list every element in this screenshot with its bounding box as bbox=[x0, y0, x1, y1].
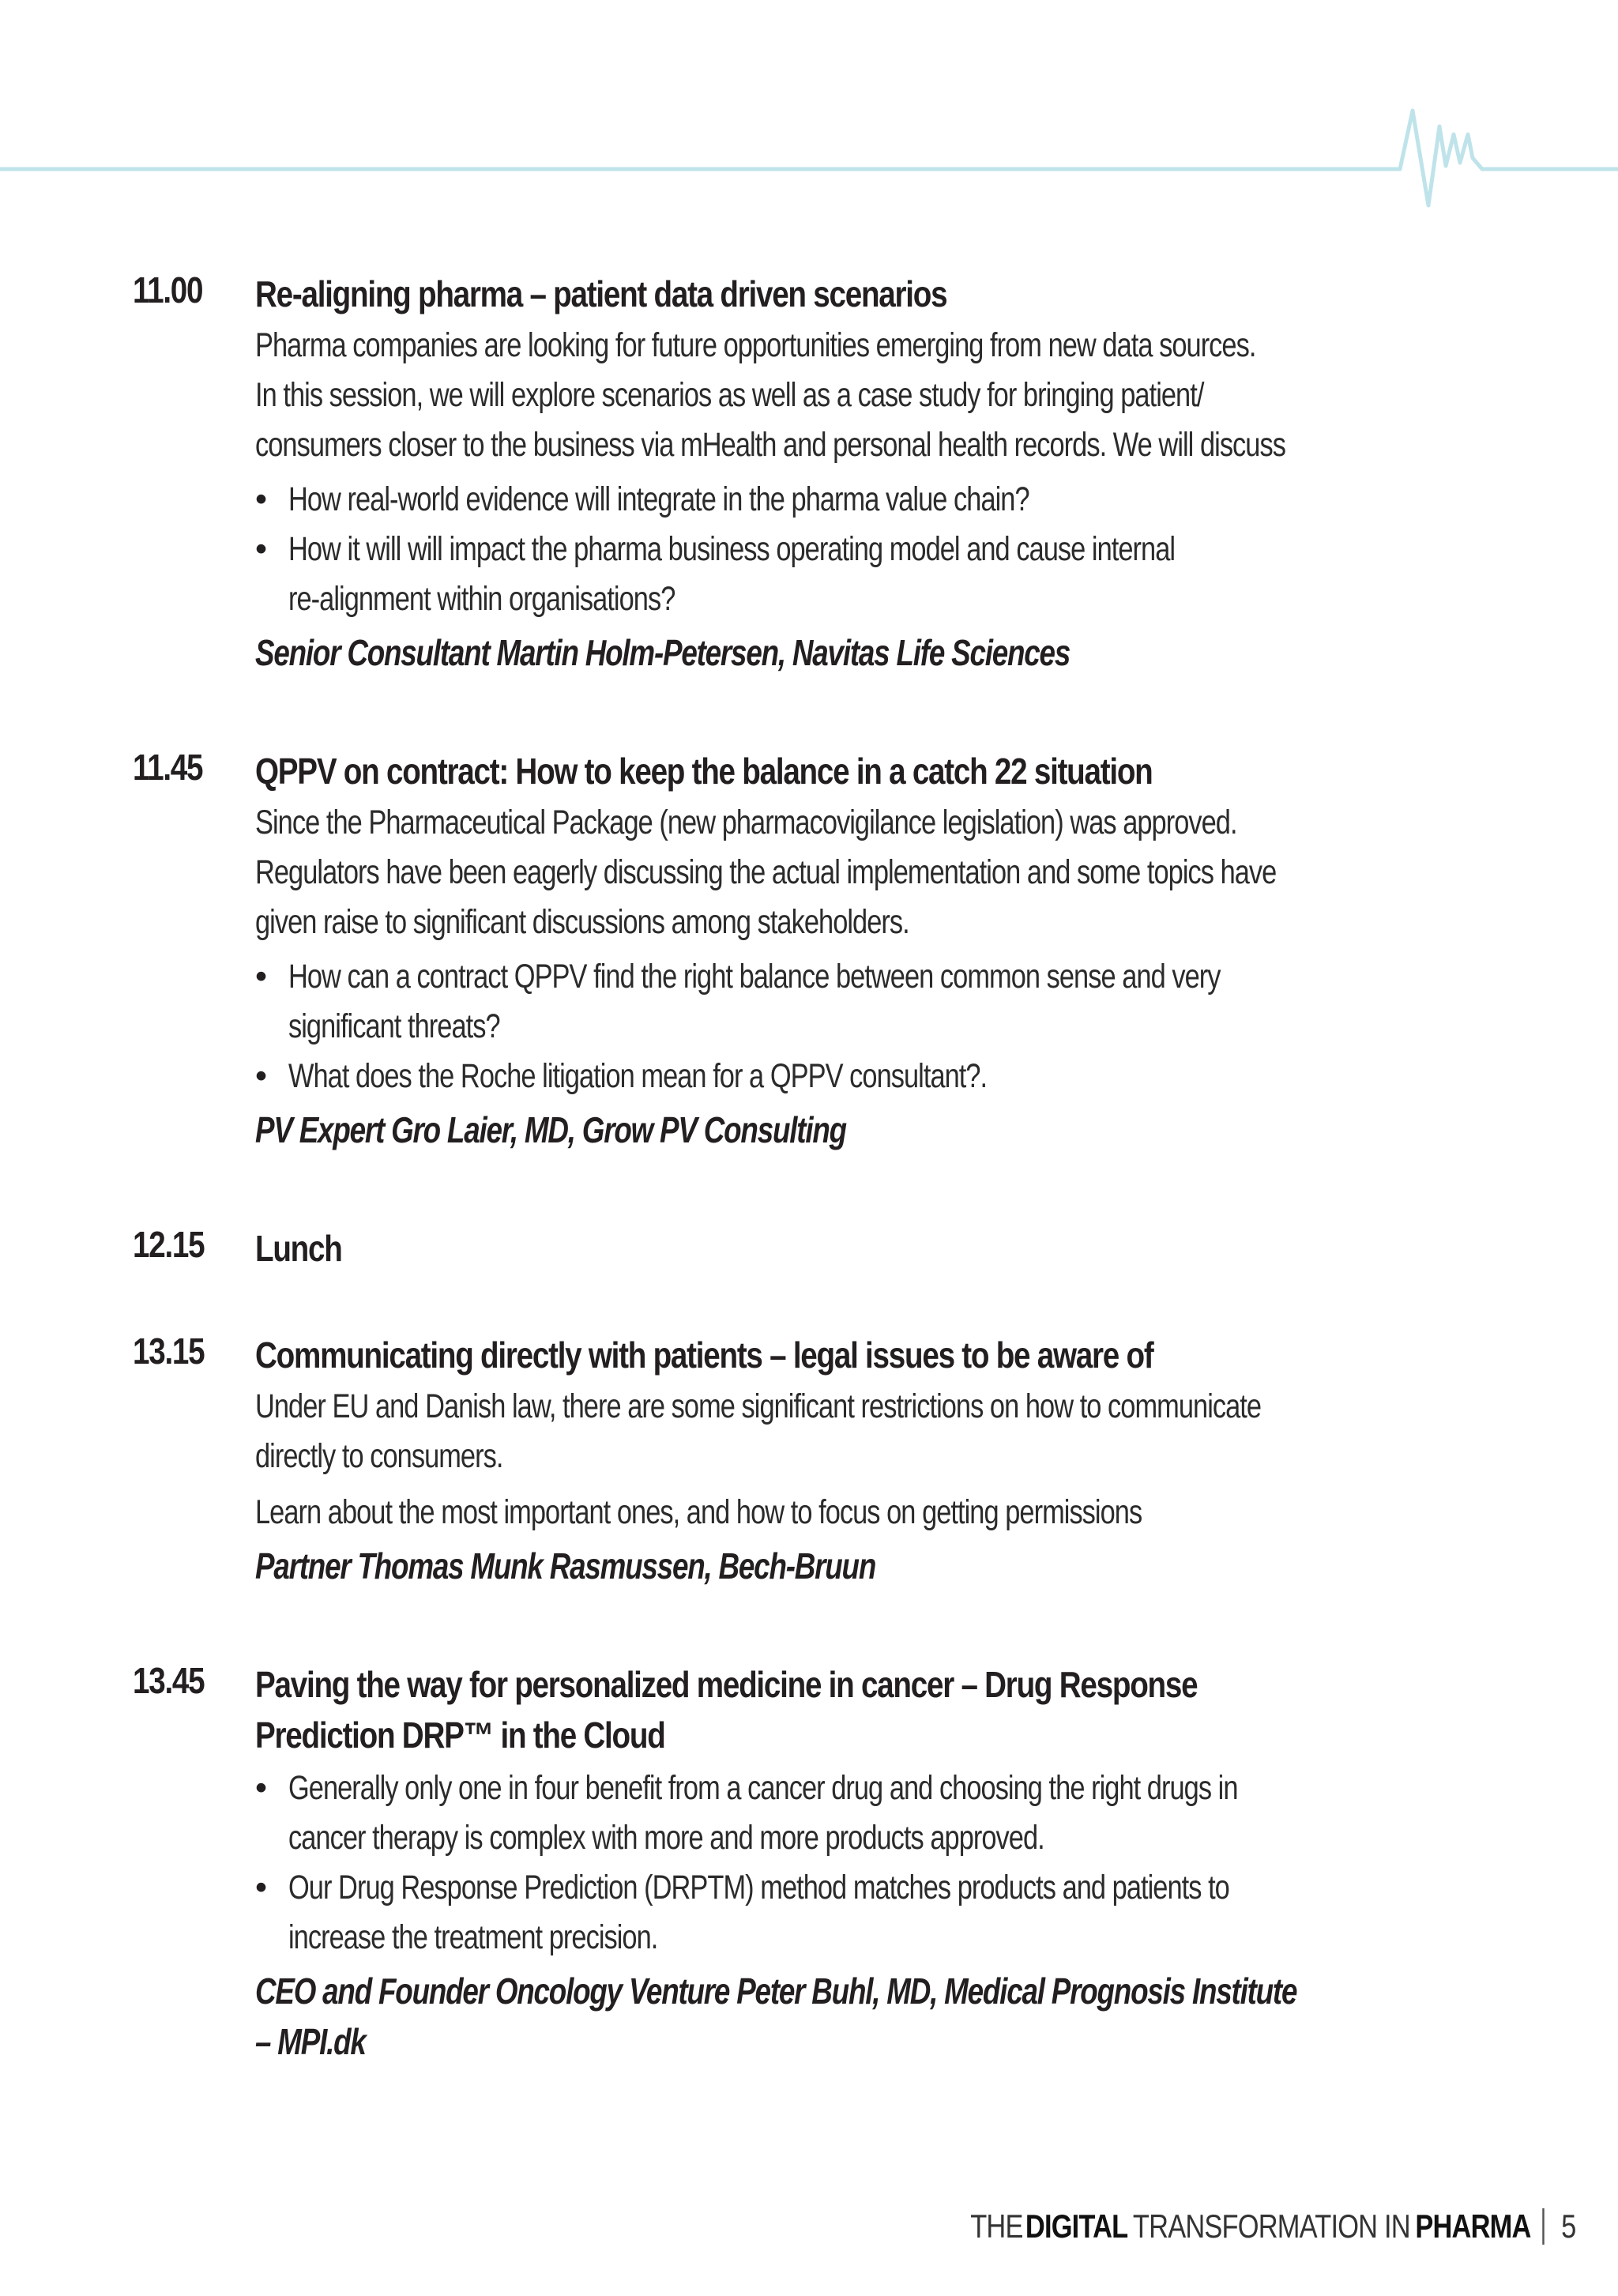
bullet-dot-icon: • bbox=[255, 530, 268, 568]
session-time: 11.45 bbox=[133, 747, 203, 788]
speaker-line: PV Expert Gro Laier, MD, Grow PV Consulting bbox=[255, 1109, 846, 1150]
bullet-list bbox=[255, 952, 1456, 1101]
session-description bbox=[255, 321, 1285, 470]
bullet-line: significant threats? bbox=[288, 1007, 500, 1045]
footer-divider bbox=[1542, 2208, 1544, 2245]
speaker-line: Senior Consultant Martin Holm-Petersen, Navitas Life Sciences bbox=[255, 632, 1071, 673]
bullet-dot-icon: • bbox=[255, 1769, 268, 1807]
footer-pharma: PHARMA bbox=[1414, 2208, 1531, 2245]
description-line: consumers closer to the business via mHealth and personal health records. We will discuss bbox=[255, 426, 1285, 464]
bullet-line: How real-world evidence will integrate in the pharma value chain? bbox=[288, 480, 1029, 518]
bullet-item bbox=[255, 475, 1456, 525]
session-title-line: Prediction DRP™ in the Cloud bbox=[255, 1714, 665, 1756]
session-speaker bbox=[255, 1105, 1216, 1155]
speaker-line: CEO and Founder Oncology Venture Peter Buhl, MD, Medical Prognosis Institute bbox=[255, 1970, 1297, 2012]
session-title bbox=[255, 1223, 1118, 1274]
bullet-line: Generally only one in four benefit from a cancer drug and choosing the right drugs in bbox=[288, 1769, 1238, 1807]
description-line: Regulators have been eagerly discussing the actual implementation and some topics have bbox=[255, 853, 1277, 891]
session-speaker bbox=[255, 1966, 1297, 2067]
bullet-item bbox=[255, 1863, 1456, 1963]
description-line: directly to consumers. bbox=[255, 1437, 503, 1475]
session-title-line: Communicating directly with patients – legal issues to be aware of bbox=[255, 1334, 1153, 1376]
session-title bbox=[255, 269, 1118, 319]
bullet-line: cancer therapy is complex with more and more products approved. bbox=[288, 1819, 1044, 1857]
session-time: 12.15 bbox=[133, 1224, 205, 1265]
session-speaker bbox=[255, 1541, 1216, 1591]
description-line: Since the Pharmaceutical Package (new pharmacovigilance legislation) was approved. bbox=[255, 804, 1237, 841]
heartbeat-header-line-icon bbox=[0, 79, 1618, 213]
session-title bbox=[255, 1659, 1198, 1760]
bullet-line: re-alignment within organisations? bbox=[288, 580, 675, 618]
session-time: 13.45 bbox=[133, 1660, 205, 1701]
description-line: Learn about the most important ones, and how to focus on getting permissions bbox=[255, 1493, 1142, 1531]
bullet-line: How can a contract QPPV find the right balance between common sense and very bbox=[288, 958, 1221, 996]
bullet-list bbox=[255, 475, 1456, 624]
speaker-line: – MPI.dk bbox=[255, 2021, 366, 2062]
session-time: 11.00 bbox=[133, 269, 203, 311]
session-title-line: Re-aligning pharma – patient data driven scenarios bbox=[255, 273, 947, 314]
bullet-list bbox=[255, 1763, 1456, 1963]
bullet-text bbox=[288, 1052, 1249, 1101]
session-title-line: Paving the way for personalized medicine in cancer – Drug Response bbox=[255, 1664, 1198, 1705]
bullet-item bbox=[255, 952, 1456, 1052]
bullet-text bbox=[288, 1863, 1249, 1963]
session-title bbox=[255, 1330, 1153, 1380]
bullet-line: How it will will impact the pharma business operating model and cause internal bbox=[288, 530, 1176, 568]
page-number: 5 bbox=[1560, 2208, 1575, 2245]
session-speaker bbox=[255, 627, 1216, 678]
page-footer bbox=[970, 2203, 1575, 2250]
bullet-dot-icon: • bbox=[255, 1057, 268, 1095]
session-description bbox=[255, 1382, 1262, 1481]
session-title-line: Lunch bbox=[255, 1228, 342, 1269]
bullet-dot-icon: • bbox=[255, 480, 268, 518]
bullet-dot-icon: • bbox=[255, 1869, 268, 1906]
session-description bbox=[255, 798, 1277, 947]
bullet-item bbox=[255, 1052, 1456, 1101]
session-title-line: QPPV on contract: How to keep the balance in a catch 22 situation bbox=[255, 751, 1153, 792]
session-title bbox=[255, 746, 1153, 796]
bullet-text bbox=[288, 525, 1249, 624]
footer-transformation-in: TRANSFORMATION IN bbox=[1132, 2208, 1410, 2245]
bullet-item bbox=[255, 525, 1456, 624]
bullet-text bbox=[288, 475, 1249, 525]
session-time: 13.15 bbox=[133, 1331, 205, 1372]
footer-digital: DIGITAL bbox=[1025, 2208, 1127, 2245]
session-description-2 bbox=[255, 1488, 1216, 1538]
bullet-dot-icon: • bbox=[255, 958, 268, 996]
bullet-line: What does the Roche litigation mean for a QPPV consultant?. bbox=[288, 1057, 988, 1095]
bullet-line: increase the treatment precision. bbox=[288, 1918, 658, 1956]
bullet-text bbox=[288, 1763, 1249, 1863]
description-line: In this session, we will explore scenarios as well as a case study for bringing patient/ bbox=[255, 376, 1204, 414]
description-line: Under EU and Danish law, there are some significant restrictions on how to communicate bbox=[255, 1387, 1262, 1425]
description-line: Pharma companies are looking for future opportunities emerging from new data sources. bbox=[255, 326, 1256, 364]
speaker-line: Partner Thomas Munk Rasmussen, Bech-Bruun bbox=[255, 1545, 876, 1586]
bullet-item bbox=[255, 1763, 1456, 1863]
bullet-line: Our Drug Response Prediction (DRPTM) method matches products and patients to bbox=[288, 1869, 1229, 1906]
footer-the: THE bbox=[969, 2208, 1023, 2245]
bullet-text bbox=[288, 952, 1249, 1052]
description-line: given raise to significant discussions among stakeholders. bbox=[255, 903, 909, 941]
